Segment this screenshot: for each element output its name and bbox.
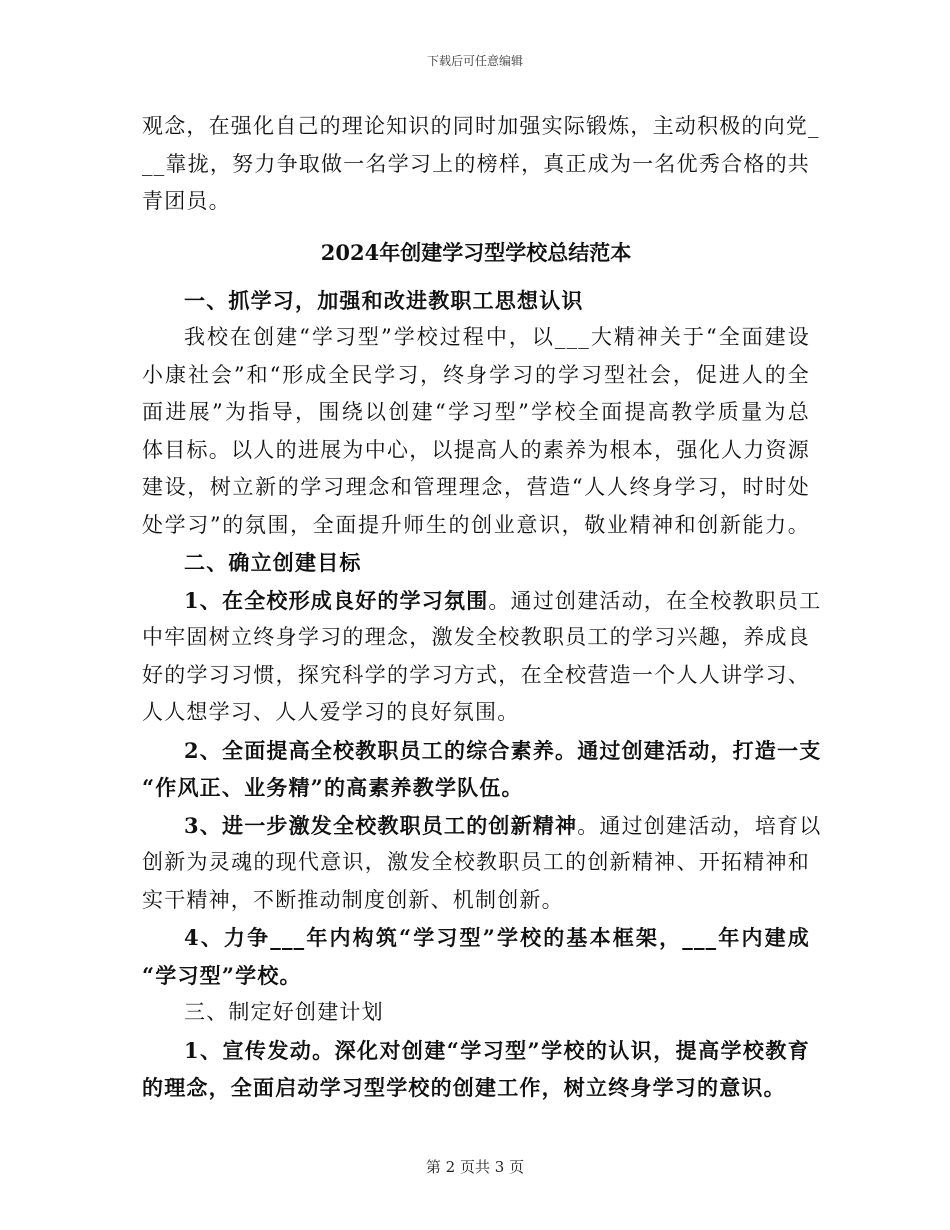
paragraph-line: 体目标。以人的进展为中心，以提高人的素养为根本，强化人力资源 [142, 437, 810, 462]
paragraph-line: 创新为灵魂的现代意识，激发全校教职员工的创新精神、开拓精神和 [142, 850, 810, 874]
plan-item-1-cont: 的理念，全面启动学习型学校的创建工作，树立终身学习的意识。 [142, 1075, 786, 1100]
section-heading-3: 三、制定好创建计划 [184, 1000, 384, 1024]
document-body [142, 108, 822, 1107]
paragraph-line: 中牢固树立终身学习的理念，激发全校教职员工的学习兴趣，养成良 [142, 625, 810, 649]
document-title: 2024年创建学习型学校总结范本 [320, 239, 632, 265]
section-heading-1: 一、抓学习，加强和改进教职工思想认识 [184, 287, 584, 313]
paragraph-line: 实干精神，不断推动制度创新、机制创新。 [142, 887, 564, 912]
goal-item-3-text: 。通过创建活动，培育以 [577, 813, 822, 838]
intro-line: 青团员。 [142, 189, 231, 213]
paragraph-line: 我校在创建“学习型”学校过程中，以___大精神关于“全面建设 [184, 325, 810, 349]
goal-item-3-title: 3、进一步激发全校教职员工的创新精神 [184, 812, 578, 838]
goal-item-2: 2、全面提高全校教职员工的综合素养。通过创建活动，打造一支 [184, 737, 822, 763]
plan-item-1: 1、宣传发动。深化对创建“学习型”学校的认识，提高学校教育 [184, 1037, 810, 1063]
paragraph-line: 建设，树立新的学习理念和管理理念，营造“人人终身学习，时时处 [142, 475, 810, 499]
goal-item-1-text: 。通过创建活动，在全校教职员工 [488, 588, 822, 613]
section-heading-2: 二、确立创建目标 [184, 550, 362, 575]
paragraph-line: 面进展”为指导，围绕以创建“学习型”学校全面提高教学质量为总 [142, 400, 810, 424]
goal-item-4-cont: “学习型”学校。 [142, 962, 302, 988]
intro-line: 观念，在强化自己的理论知识的同时加强实际锻炼，主动积极的向党_ [142, 114, 820, 138]
paragraph-line: 好的学习习惯，探究科学的学习方式，在全校营造一个人人讲学习、 [142, 662, 810, 687]
page-header: 下载后可任意编辑 [426, 54, 523, 68]
paragraph-line: 处学习”的氛围，全面提升师生的创业意识，敬业精神和创新能力。 [142, 512, 810, 537]
goal-item-1-first-line [142, 582, 822, 620]
paragraph-line: 人人想学习、人人爱学习的良好氛围。 [142, 700, 520, 724]
intro-line: __靠拢，努力争取做一名学习上的榜样，真正成为一名优秀合格的共 [142, 151, 810, 176]
paragraph-line: 小康社会”和“形成全民学习，终身学习的学习型社会，促进人的全 [142, 362, 810, 387]
goal-item-2-cont: “作风正、业务精”的高素养教学队伍。 [142, 775, 524, 800]
goal-item-1-title: 1、在全校形成良好的学习氛围 [184, 587, 489, 613]
goal-item-4: 4、力争___年内构筑“学习型”学校的基本框架，___年内建成 [184, 925, 810, 950]
goal-item-3-first-line [142, 807, 822, 845]
page-footer: 第 2 页共 3 页 [425, 1158, 525, 1176]
